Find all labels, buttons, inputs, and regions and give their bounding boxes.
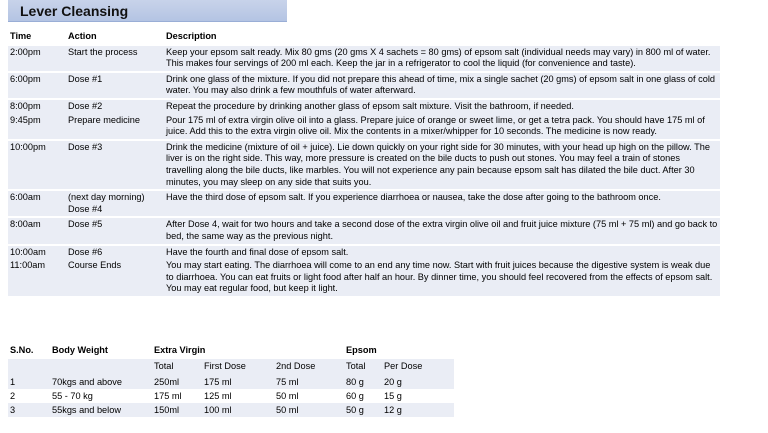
schedule-row xyxy=(8,99,720,114)
olive-total-header: Total xyxy=(154,361,174,371)
row-action: Dose #5 xyxy=(66,217,164,244)
row-description: Keep your epsom salt ready. Mix 80 gms (20 gms X 4 sachets = 80 gms) of epsom salt (individual needs may vary) in 800 ml of water. This makes four servings of 200 ml each. Keep the jar in a refrigerator to cool the liquid (for convenience and taste). xyxy=(164,45,720,72)
first-dose-header: First Dose xyxy=(204,361,246,371)
row-time: 10:00am xyxy=(8,245,66,260)
row-time: 8:00pm xyxy=(8,99,66,114)
row-time: 11:00am xyxy=(10,260,46,271)
schedule-row xyxy=(8,114,720,140)
row-time: 6:00am xyxy=(8,190,66,217)
row-total: 250ml xyxy=(154,377,180,387)
action-header: Action xyxy=(68,31,97,41)
row-action: Dose #1 xyxy=(66,72,164,99)
row-sno: 1 xyxy=(10,377,16,387)
row-epsom-total: 80 g xyxy=(346,377,364,387)
body-weight-header: Body Weight xyxy=(52,345,108,355)
row-description: Drink the medicine (mixture of oil + juice). Lie down quickly on your right side for 30 minutes, with your head up high on the pillow. The liver is on the right side. This way, more pressure is created on the bile ducts to push out stones. You may feel a train of stones travelling along the bile ducts, like marbles. You will not experience any pain because epsom salt has dilated the bile duct. After 30 minutes, you may sleep on any side that suits you. xyxy=(164,140,720,190)
row-description: Repeat the procedure by drinking another glass of epsom salt mixture. Visit the bathroom, if needed. xyxy=(164,99,720,114)
row-action: Course Ends xyxy=(68,260,122,271)
row-second-dose: 75 ml xyxy=(276,377,299,387)
row-action: Dose #3 xyxy=(66,140,164,190)
row-description: You may start eating. The diarrhoea will come to an end any time now. Start with fruit juices because the digestive system is weak due to diarrhoea. You can eat fruits or light food after half an hour. By dinner time, you should feel recovered from the effects of epsom salt. You may eat regular food, but keep it light. xyxy=(166,260,713,294)
row-description: After Dose 4, wait for two hours and take a second dose of the extra virgin olive oil and fruit juice mixture (75 ml + 75 ml) and go back to bed, the same way as the previous night. xyxy=(164,217,720,244)
row-action: Prepare medicine xyxy=(68,114,141,125)
dosage-subheader-row xyxy=(8,359,454,375)
row-per-dose: 20 g xyxy=(384,377,402,387)
schedule-row xyxy=(8,45,720,72)
olive-oil-header: Extra Virgin xyxy=(154,345,206,355)
row-first-dose: 125 ml xyxy=(204,391,232,401)
row-weight: 70kgs and above xyxy=(52,377,122,387)
row-epsom-total: 60 g xyxy=(346,391,364,401)
schedule-row xyxy=(8,72,720,99)
schedule-table xyxy=(8,30,720,296)
row-epsom-total: 50 g xyxy=(346,405,364,415)
row-description: Drink one glass of the mixture. If you did not prepare this ahead of time, mix a single sachet (20 gms) of epsom salt in one glass of cold water. You may also drink a few mouthfuls of water afterward. xyxy=(164,72,720,99)
epsom-total-header: Total xyxy=(346,361,366,371)
row-action: Dose #6 xyxy=(66,245,164,260)
row-second-dose: 50 ml xyxy=(276,391,299,401)
row-first-dose: 175 ml xyxy=(204,377,232,387)
row-description: Have the third dose of epsom salt. If you experience diarrhoea or nausea, take the dose after going to the bathroom once. xyxy=(164,190,720,217)
row-time: 6:00pm xyxy=(8,72,66,99)
page-title: Lever Cleansing xyxy=(8,0,287,22)
row-time: 9:45pm xyxy=(10,114,41,125)
row-time: 2:00pm xyxy=(8,45,66,72)
row-sno: 2 xyxy=(10,391,16,401)
description-header: Description xyxy=(166,31,217,41)
dosage-row xyxy=(8,389,454,403)
row-weight: 55 - 70 kg xyxy=(52,391,93,401)
dosage-table xyxy=(8,342,454,417)
row-per-dose: 15 g xyxy=(384,391,402,401)
row-time: 10:00pm xyxy=(8,140,66,190)
per-dose-header: Per Dose xyxy=(384,361,423,371)
row-total: 150ml xyxy=(154,405,180,415)
row-total: 175 ml xyxy=(154,391,182,401)
row-time: 8:00am xyxy=(8,217,66,244)
dosage-row xyxy=(8,375,454,389)
sno-header: S.No. xyxy=(10,345,34,355)
time-header: Time xyxy=(10,31,32,41)
row-action: Start the process xyxy=(66,45,164,72)
dosage-header-row xyxy=(8,342,454,359)
dosage-row xyxy=(8,403,454,417)
row-action: Dose #2 xyxy=(66,99,164,114)
schedule-row xyxy=(8,259,720,296)
schedule-header-row xyxy=(8,30,720,45)
second-dose-header: 2nd Dose xyxy=(276,361,316,371)
row-weight: 55kgs and below xyxy=(52,405,121,415)
schedule-row xyxy=(8,140,720,190)
row-first-dose: 100 ml xyxy=(204,405,232,415)
row-second-dose: 50 ml xyxy=(276,405,299,415)
schedule-row xyxy=(8,190,720,217)
row-action: (next day morning) Dose #4 xyxy=(66,190,164,217)
epsom-header: Epsom xyxy=(346,345,377,355)
row-description: Have the fourth and final dose of epsom salt. xyxy=(164,245,720,260)
row-per-dose: 12 g xyxy=(384,405,402,415)
row-sno: 3 xyxy=(10,405,16,415)
row-description: Pour 175 ml of extra virgin olive oil into a glass. Prepare juice of orange or sweet lime, or get a tetra pack. You should have 175 ml of juice. Add this to the extra virgin olive oil. Mix the contents in a mixer/whipper for 10 seconds. The medicine is now ready. xyxy=(166,114,705,137)
schedule-row xyxy=(8,245,720,260)
schedule-row xyxy=(8,217,720,244)
